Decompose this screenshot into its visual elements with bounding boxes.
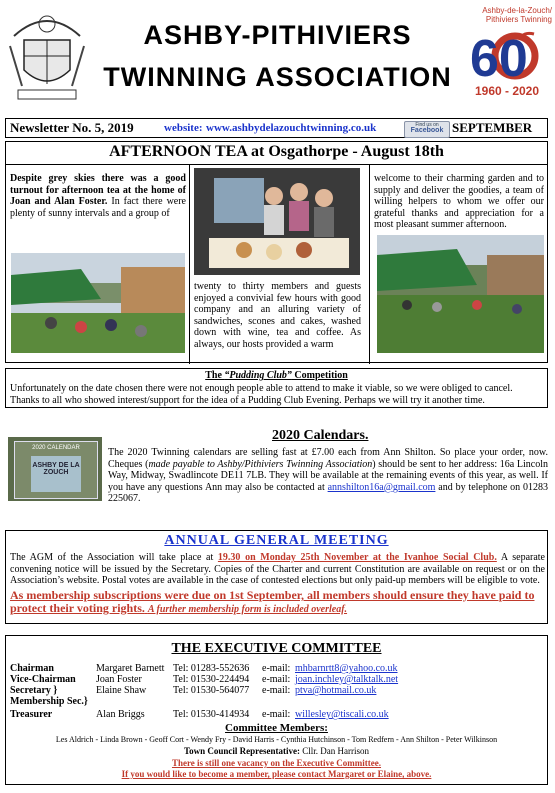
title-line-2: TWINNING ASSOCIATION: [103, 62, 452, 92]
agm-red-text: As membership subscriptions were due on 1st September, all members should ensure they have paid to protect their voting rights.: [10, 588, 535, 615]
agm-section: [5, 530, 548, 624]
town-council-rep: [6, 746, 547, 756]
exec-name: Elaine Shaw: [96, 685, 147, 696]
exec-row: [10, 696, 545, 707]
title-line-1: ASHBY-PITHIVIERS: [143, 20, 412, 50]
column-divider-1: [189, 164, 190, 364]
agm-title: ANNUAL GENERAL MEETING: [164, 533, 389, 548]
calendar-image-label-2: ASHBY DE LA ZOUCH: [31, 456, 81, 492]
pudding-text: Unfortunately on the date chosen there were not enough people able to attend to make it viable, so we were obliged to cancel. Thanks to all who showed interest/support for the idea of a Pudding Club Evening. Perhaps we will try it another time.: [10, 383, 513, 406]
calendar-text-italic: made payable to Ashby/Pithiviers Twinning Association: [148, 458, 373, 470]
tea-title: AFTERNOON TEA at Osgathorpe - August 18th: [109, 143, 444, 160]
exec-name: Margaret Barnett: [96, 663, 165, 674]
garden-photo-2: [377, 235, 544, 353]
tea-column-1: [10, 173, 186, 219]
column-divider-2: [369, 164, 370, 364]
exec-title: THE EXECUTIVE COMMITTEE: [171, 641, 382, 656]
facebook-badge[interactable]: [404, 121, 450, 138]
tcr-name: Cllr. Dan Harrison: [300, 746, 369, 756]
executive-committee-section: [5, 635, 548, 785]
pudding-club-section: [5, 368, 548, 408]
pudding-title-post: Competition: [291, 370, 348, 381]
exec-email-label: e-mail:: [262, 663, 291, 674]
crest-emblem: [6, 6, 88, 106]
newsletter-bar: [5, 118, 548, 138]
logo-number: 60: [470, 30, 528, 84]
committee-members-title: Committee Members:: [225, 722, 328, 734]
tea-divider: [6, 164, 547, 165]
exec-role: Membership Sec.}: [10, 696, 88, 707]
exec-tel: Tel: 01530-414934: [173, 709, 250, 720]
facebook-text: Facebook: [410, 127, 444, 134]
vacancy-contact: If you would like to become a member, please contact Margaret or Elaine, above.: [121, 769, 432, 779]
tea-col1-bold: Despite grey skies there was a good turnout for afternoon tea at the home of Joan and Alan Foster.: [10, 173, 186, 207]
committee-members-list: Les Aldrich - Linda Brown - Geoff Cort - Wendy Fry - David Harris - Cynthia Hutchinson - Tom Redfern - Ann Shilton - Peter Wilkinson: [55, 735, 498, 744]
exec-row: [10, 663, 545, 674]
calendar-text-3: and by telephone on 01283 225067.: [108, 481, 549, 504]
exec-email-link[interactable]: willesley@tiscali.co.uk: [295, 709, 389, 720]
calendar-image-label-1: 2020 CALENDAR: [32, 445, 80, 451]
exec-tel: Tel: 01530-564077: [173, 685, 250, 696]
logo-text-1: Ashby-de-la-Zouch/: [482, 6, 552, 15]
exec-role: Secretary }: [10, 685, 58, 696]
exec-email-label: e-mail:: [262, 685, 291, 696]
pudding-title: [6, 370, 547, 381]
exec-tel: Tel: 01530-224494: [173, 674, 250, 685]
exec-role: Vice-Chairman: [10, 674, 76, 685]
exec-row: [10, 685, 545, 696]
exec-name: Joan Foster: [96, 674, 142, 685]
agm-date-venue: 19.30 on Monday 25th November at the Ivanhoe Social Club.: [217, 552, 497, 563]
exec-email-link[interactable]: mhbarnrtt8@yahoo.co.uk: [295, 663, 398, 674]
agm-text: [10, 552, 545, 587]
issue-number: Newsletter No. 5, 2019: [10, 120, 134, 135]
logo-years: 1960 - 2020: [474, 84, 540, 98]
website-label: website:: [164, 122, 203, 134]
vacancy-notice: There is still one vacancy on the Executive Committee.: [171, 758, 382, 768]
calendar-email-link[interactable]: annshilton16a@gmail.com: [327, 481, 436, 493]
agm-text-1: The AGM of the Association will take place at: [10, 552, 218, 563]
logo-text-2: Pithiviers Twinning: [485, 15, 552, 24]
exec-email-link[interactable]: ptva@hotmail.co.uk: [295, 685, 377, 696]
calendar-image: [8, 437, 102, 501]
exec-row: [10, 674, 545, 685]
exec-role: Treasurer: [10, 709, 53, 720]
agm-membership-notice: [10, 589, 545, 616]
tcr-label: Town Council Representative:: [183, 746, 300, 756]
garden-photo-1: [11, 253, 185, 353]
exec-tel: Tel: 01283-552636: [173, 663, 250, 674]
exec-role: Chairman: [10, 663, 54, 674]
calendar-text: [108, 447, 548, 505]
afternoon-tea-section: [5, 141, 548, 363]
issue-month: SEPTEMBER: [452, 120, 533, 135]
agm-text-2: A separate convening notice will be issued by the Secretary. Copies of the Charter and current Constitution are available on request or on the Association’s website. Postal votes are available in the case of contested elections but only paid-up members will be eligible to vote.: [10, 552, 545, 586]
pudding-title-italic: “Pudding Club”: [224, 370, 292, 381]
pudding-title-pre: The: [205, 370, 225, 381]
exec-row: [10, 709, 545, 720]
facebook-small-text: Find us on: [415, 122, 439, 128]
tea-col1-rest: In fact there were plenty of sunny intervals and a group of: [10, 196, 186, 219]
helpers-photo: [194, 168, 360, 275]
agm-red-italic: A further membership form is included overleaf.: [147, 604, 348, 615]
calendar-title: 2020 Calendars.: [272, 428, 369, 443]
exec-email-label: e-mail:: [262, 674, 291, 685]
tea-column-3: welcome to their charming garden and to supply and deliver the goodies, a team of willing helpers to whom we offer our grateful thanks and appreciation for a most pleasant summer afternoon.: [374, 173, 544, 230]
website-link[interactable]: www.ashbydelazouchtwinning.co.uk: [206, 122, 377, 134]
tea-column-2: twenty to thirty members and guests enjoyed a convivial few hours with good company and an alluring variety of sandwiches, scones and cakes, washed down with wine, tea and coffee. As always, our hosts provided a warm: [194, 281, 361, 350]
exec-email-link[interactable]: joan.inchley@talktalk.net: [295, 674, 399, 685]
exec-email-label: e-mail:: [262, 709, 291, 720]
calendar-text-2: ) should be sent to her address: 16a Lincoln Way, Midway, Swadlincote DE11 7LB. They will be available at the remaining events of this year, as well. If you have any questions Ann may also be contacted at: [108, 458, 548, 493]
exec-name: Alan Briggs: [96, 709, 145, 720]
calendar-text-1: The 2020 Twinning calendars are selling fast at £7.00 each from Ann Shilton. So place your order, now. Cheques (: [108, 447, 548, 470]
